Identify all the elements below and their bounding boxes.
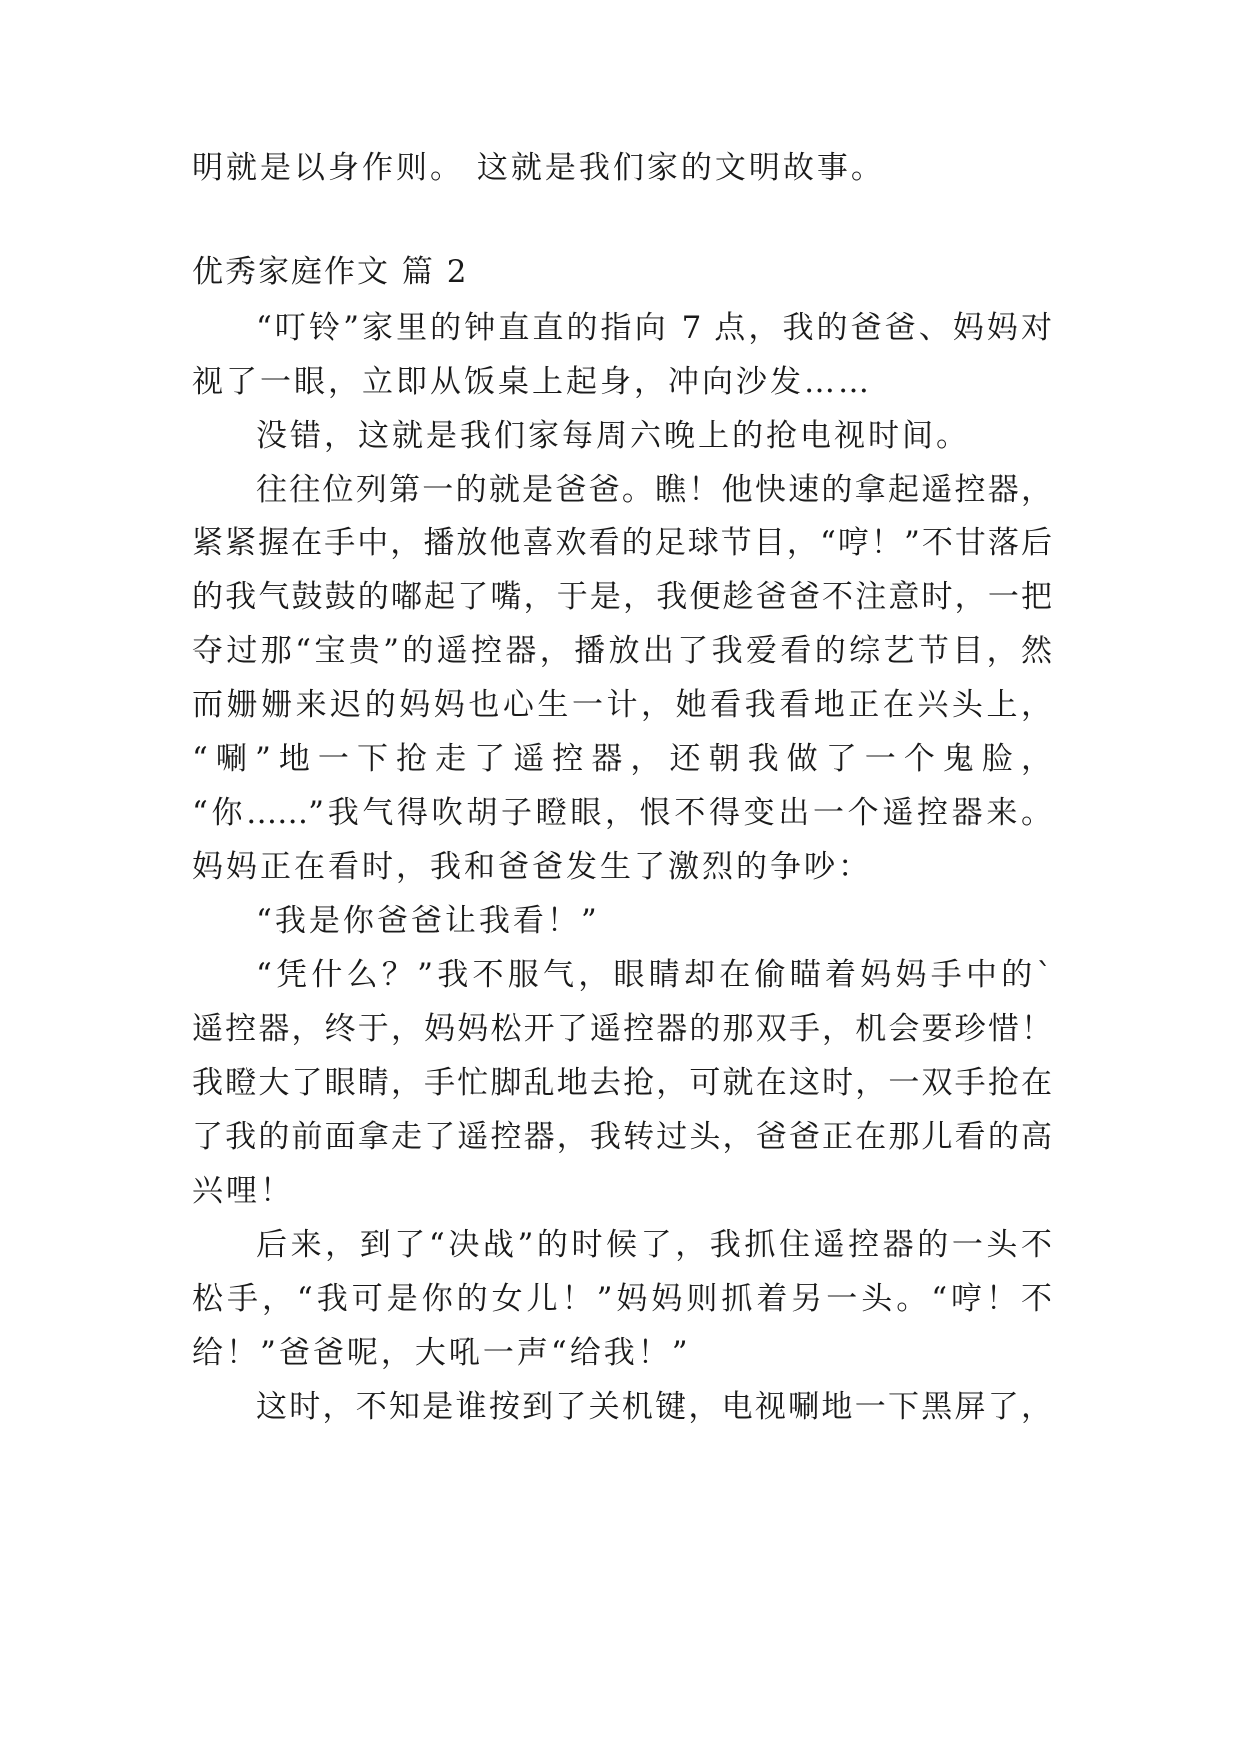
text-line: 的我气鼓鼓的嘟起了嘴，于是，我便趁爸爸不注意时，一把 xyxy=(192,579,1052,615)
text-line: 夺过那“宝贵”的遥控器，播放出了我爱看的综艺节目，然 xyxy=(192,633,1052,669)
text-line: 紧紧握在手中，播放他喜欢看的足球节目，“哼！”不甘落后 xyxy=(192,525,1052,561)
text-line: 松手，“我可是你的女儿！”妈妈则抓着另一头。“哼！不 xyxy=(192,1281,1052,1317)
text-line: 遥控器，终于，妈妈松开了遥控器的那双手，机会要珍惜！ xyxy=(192,1011,1052,1047)
text-line: “凭什么？”我不服气，眼睛却在偷瞄着妈妈手中的` xyxy=(256,957,1052,993)
text-line: “唰”地一下抢走了遥控器，还朝我做了一个鬼脸， xyxy=(192,741,1052,777)
text-line: 妈妈正在看时，我和爸爸发生了激烈的争吵： xyxy=(192,849,872,885)
text-line: “我是你爸爸让我看！” xyxy=(256,903,600,939)
text-line: 而姗姗来迟的妈妈也心生一计，她看我看地正在兴头上， xyxy=(192,687,1052,723)
text-line: 了我的前面拿走了遥控器，我转过头，爸爸正在那儿看的高 xyxy=(192,1119,1052,1155)
text-line: 兴哩！ xyxy=(192,1173,294,1209)
section-heading: 优秀家庭作文 篇 2 xyxy=(192,254,469,290)
text-line: 视了一眼，立即从饭桌上起身，冲向沙发…… xyxy=(192,364,872,400)
text-line: 这时，不知是谁按到了关机键，电视唰地一下黑屏了， xyxy=(256,1389,1052,1425)
text-line: 后来，到了“决战”的时候了，我抓住遥控器的一头不 xyxy=(256,1227,1052,1263)
text-line: 没错，这就是我们家每周六晚上的抢电视时间。 xyxy=(256,418,970,454)
text-line: 往往位列第一的就是爸爸。瞧！他快速的拿起遥控器， xyxy=(256,472,1052,508)
text-line: 给！”爸爸呢，大吼一声“给我！” xyxy=(192,1335,691,1371)
text-line: 我瞪大了眼睛，手忙脚乱地去抢，可就在这时，一双手抢在 xyxy=(192,1065,1052,1101)
text-line: “你……”我气得吹胡子瞪眼，恨不得变出一个遥控器来。 xyxy=(192,795,1052,831)
text-line: 明就是以身作则。 这就是我们家的文明故事。 xyxy=(192,150,885,186)
text-line: “叮铃”家里的钟直直的指向 7 点，我的爸爸、妈妈对 xyxy=(256,310,1052,346)
